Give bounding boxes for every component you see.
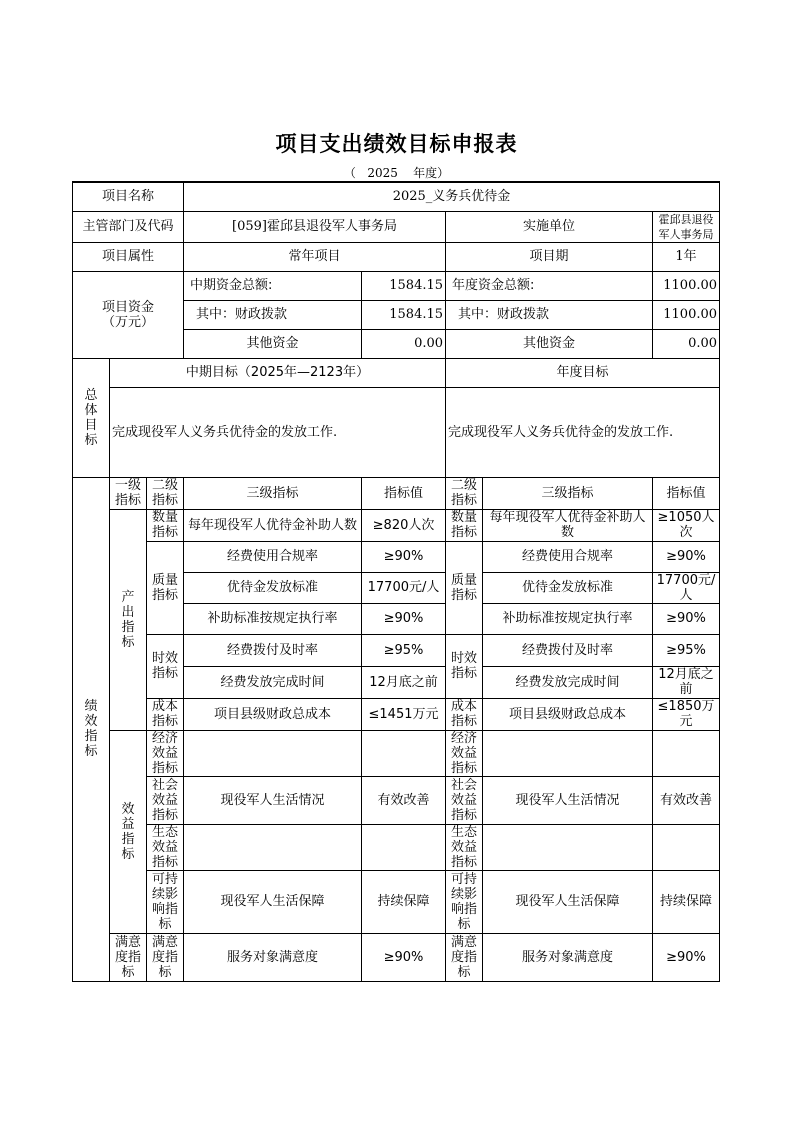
impl-value: 霍邱县退役军人事务局 (653, 211, 720, 242)
attr-value: 常年项目 (184, 242, 446, 271)
t1-name-year: 经费拨付及时率 (483, 634, 653, 666)
ql1-name-year: 经费使用合规率 (483, 541, 653, 572)
economic-label-mid: 经济效益指标 (147, 730, 184, 776)
project-name-label: 项目名称 (73, 182, 184, 211)
attr-label: 项目属性 (73, 242, 184, 271)
s1-name-mid: 现役军人生活情况 (184, 776, 362, 824)
ql1-name-mid: 经费使用合规率 (184, 541, 362, 572)
year-goal-header: 年度目标 (446, 358, 720, 387)
sat1-year: ≥90% (653, 933, 720, 981)
row-attr (73, 242, 720, 271)
econ-year (653, 730, 720, 776)
satisfaction-l2-mid: 满意度指标 (147, 933, 184, 981)
mid-fiscal-value: 1584.15 (362, 300, 446, 329)
cost-label-mid: 成本指标 (147, 698, 184, 730)
performance-table (72, 181, 720, 982)
row-funds-total (73, 271, 720, 300)
ql1-year: ≥90% (653, 541, 720, 572)
su1-year: 持续保障 (653, 870, 720, 933)
timeliness-label-year: 时效指标 (446, 634, 483, 698)
t2-mid: 12月底之前 (362, 666, 446, 698)
social-label-year: 社会效益指标 (446, 776, 483, 824)
year-goal-text: 完成现役军人义务兵优待金的发放工作. (446, 387, 720, 477)
timeliness-label-mid: 时效指标 (147, 634, 184, 698)
econ-name-year (483, 730, 653, 776)
eco-name-year (483, 824, 653, 870)
su1-mid: 持续保障 (362, 870, 446, 933)
ql2-name-year: 优待金发放标准 (483, 572, 653, 603)
econ-name-mid (184, 730, 362, 776)
quantity-label-mid: 数量指标 (147, 509, 184, 541)
s1-name-year: 现役军人生活情况 (483, 776, 653, 824)
satisfaction-l2-year: 满意度指标 (446, 933, 483, 981)
col-val-year: 指标值 (653, 477, 720, 509)
mid-goal-text: 完成现役军人义务兵优待金的发放工作. (110, 387, 446, 477)
row-ind-header (73, 477, 720, 509)
table-row (73, 824, 720, 870)
t2-name-year: 经费发放完成时间 (483, 666, 653, 698)
c1-name-mid: 项目县级财政总成本 (184, 698, 362, 730)
year-line (0, 164, 793, 181)
sat1-mid: ≥90% (362, 933, 446, 981)
sustainable-label-year: 可持续影响指标 (446, 870, 483, 933)
econ-mid (362, 730, 446, 776)
quality-label-mid: 质量指标 (147, 541, 184, 634)
year-fiscal-label: 其中：财政拨款 (446, 300, 653, 329)
mid-total-value: 1584.15 (362, 271, 446, 300)
year-total-value: 1100.00 (653, 271, 720, 300)
ql3-year: ≥90% (653, 603, 720, 634)
t1-name-mid: 经费拨付及时率 (184, 634, 362, 666)
c1-mid: ≤1451万元 (362, 698, 446, 730)
sustainable-label-mid: 可持续影响指标 (147, 870, 184, 933)
table-row (73, 730, 720, 776)
table-row (73, 634, 720, 666)
page-title: 项目支出绩效目标申报表 (275, 132, 518, 156)
ecological-label-year: 生态效益指标 (446, 824, 483, 870)
cost-label-year: 成本指标 (446, 698, 483, 730)
row-dept (73, 211, 720, 242)
q1-mid: ≥820人次 (362, 509, 446, 541)
ql3-name-year: 补助标准按规定执行率 (483, 603, 653, 634)
mid-fiscal-label: 其中：财政拨款 (184, 300, 362, 329)
indicators-label: 绩效指标 (73, 477, 110, 981)
project-name-value: 2025_义务兵优待金 (184, 182, 720, 211)
dept-value: [059]霍邱县退役军人事务局 (184, 211, 446, 242)
col-l2-year: 二级指标 (446, 477, 483, 509)
ql3-mid: ≥90% (362, 603, 446, 634)
table-row (73, 698, 720, 730)
s1-mid: 有效改善 (362, 776, 446, 824)
year-other-label: 其他资金 (446, 329, 653, 358)
mid-other-label: 其他资金 (184, 329, 362, 358)
ql2-year: 17700元/人 (653, 572, 720, 603)
quality-label-year: 质量指标 (446, 541, 483, 634)
benefit-label: 效益指标 (110, 730, 147, 933)
funds-label-line2: （万元） (102, 314, 155, 330)
output-label: 产出指标 (110, 509, 147, 730)
funds-label (73, 271, 184, 358)
table-row (73, 870, 720, 933)
row-goals-header (73, 358, 720, 387)
year-other-value: 0.00 (653, 329, 720, 358)
impl-label: 实施单位 (446, 211, 653, 242)
su1-name-mid: 现役军人生活保障 (184, 870, 362, 933)
mid-other-value: 0.00 (362, 329, 446, 358)
ecological-label-mid: 生态效益指标 (147, 824, 184, 870)
col-l2-mid: 二级指标 (147, 477, 184, 509)
su1-name-year: 现役军人生活保障 (483, 870, 653, 933)
sat1-name-mid: 服务对象满意度 (184, 933, 362, 981)
ql1-mid: ≥90% (362, 541, 446, 572)
col-l3-year: 三级指标 (483, 477, 653, 509)
col-l3-mid: 三级指标 (184, 477, 362, 509)
row-project-name (73, 182, 720, 211)
ql2-name-mid: 优待金发放标准 (184, 572, 362, 603)
table-row (73, 776, 720, 824)
year-total-label: 年度资金总额: (446, 271, 653, 300)
t1-year: ≥95% (653, 634, 720, 666)
funds-label-line1: 项目资金 (102, 299, 155, 315)
c1-year: ≤1850万元 (653, 698, 720, 730)
q1-name-mid: 每年现役军人优待金补助人数 (184, 509, 362, 541)
mid-goal-header: 中期目标（2025年—2123年） (110, 358, 446, 387)
satisfaction-label: 满意度指标 (110, 933, 147, 981)
period-label: 项目期 (446, 242, 653, 271)
period-value: 1年 (653, 242, 720, 271)
q1-name-year: 每年现役军人优待金补助人数 (483, 509, 653, 541)
row-goals-text (73, 387, 720, 477)
t1-mid: ≥95% (362, 634, 446, 666)
sat1-name-year: 服务对象满意度 (483, 933, 653, 981)
table-row (73, 509, 720, 541)
table-row (73, 541, 720, 572)
c1-name-year: 项目县级财政总成本 (483, 698, 653, 730)
q1-year: ≥1050人次 (653, 509, 720, 541)
economic-label-year: 经济效益指标 (446, 730, 483, 776)
eco-mid (362, 824, 446, 870)
t2-name-mid: 经费发放完成时间 (184, 666, 362, 698)
s1-year: 有效改善 (653, 776, 720, 824)
quantity-label-year: 数量指标 (446, 509, 483, 541)
eco-name-mid (184, 824, 362, 870)
col-l1: 一级指标 (110, 477, 147, 509)
mid-total-label: 中期资金总额: (184, 271, 362, 300)
ql3-name-mid: 补助标准按规定执行率 (184, 603, 362, 634)
year-value: 2025 (367, 166, 398, 180)
ql2-mid: 17700元/人 (362, 572, 446, 603)
t2-year: 12月底之前 (653, 666, 720, 698)
dept-label: 主管部门及代码 (73, 211, 184, 242)
year-label: 年度） (413, 166, 450, 180)
year-open: （ (343, 166, 356, 180)
year-fiscal-value: 1100.00 (653, 300, 720, 329)
goals-label: 总体目标 (73, 358, 110, 477)
social-label-mid: 社会效益指标 (147, 776, 184, 824)
eco-year (653, 824, 720, 870)
table-row (73, 933, 720, 981)
col-val-mid: 指标值 (362, 477, 446, 509)
